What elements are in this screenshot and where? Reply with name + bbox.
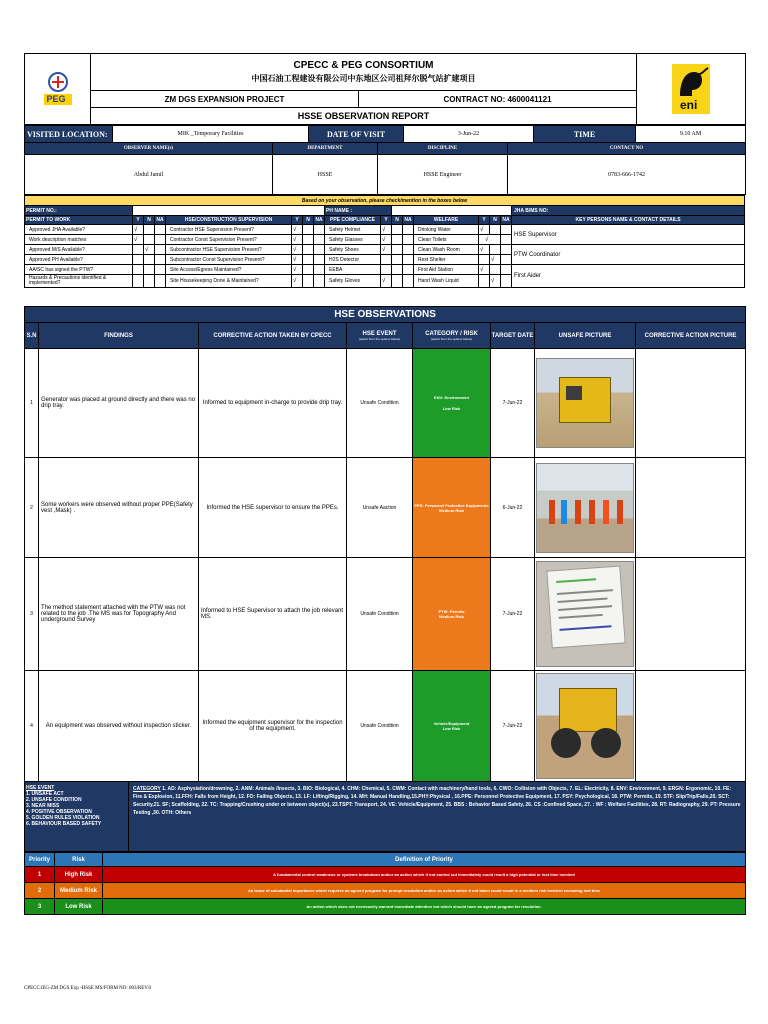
- corrective-action-text: Informed the equipment supervisor for the inspection of the equipment.: [199, 671, 347, 782]
- permit-item: Approved M/S Available?: [25, 245, 133, 255]
- welfare-check-y[interactable]: √: [479, 225, 490, 235]
- hse-item: Site Housekeeping Done & Maintained?: [166, 275, 292, 288]
- category-risk-cell: [413, 349, 491, 458]
- hse-check-n[interactable]: [303, 255, 314, 265]
- legend-item: 6. BEHAVIOUR BASED SAFETY: [26, 821, 102, 827]
- form-footer: CPECC1EG-ZM DGS Exp -HSSE MS/FORM NO: 003/REV.0: [24, 986, 152, 991]
- permit-rows: [25, 225, 745, 288]
- unsafe-picture: [535, 671, 636, 782]
- col-sn: S.N: [25, 323, 39, 349]
- corrective-action-text: Informed the HSE supervisor to ensure the PPEs.: [199, 458, 347, 558]
- col-y: Y: [381, 216, 392, 225]
- welfare-check-n[interactable]: [490, 245, 501, 255]
- col-na: NA: [315, 217, 323, 223]
- col-n: N: [490, 216, 501, 225]
- corrective-action-text: Informed to HSE Supervisor to attach the job relevant MS.: [199, 558, 347, 671]
- ppe-check-n[interactable]: [392, 275, 403, 288]
- permit-check-na[interactable]: [155, 245, 166, 255]
- hse-event-value: Unsafe Aaction: [347, 458, 413, 558]
- ppe-check-n[interactable]: [392, 265, 403, 275]
- priority-row: [25, 883, 746, 899]
- hse-check-n[interactable]: [303, 265, 314, 275]
- hse-check-n[interactable]: [303, 245, 314, 255]
- time-label: TIME: [534, 126, 636, 143]
- hse-check-na[interactable]: [314, 255, 325, 265]
- category-risk-cell: [413, 558, 491, 671]
- department-label: DEPARTMENT: [273, 143, 378, 155]
- observation-row: [25, 671, 746, 782]
- ppe-item: Safety Helmet: [325, 225, 381, 235]
- finding-text: The method statement attached with the PTW was not related to the job .The MS was for Topography And underground Survey: [39, 558, 199, 671]
- ppe-check-y[interactable]: √: [381, 275, 392, 288]
- hse-check-n[interactable]: [303, 275, 314, 288]
- category-risk-cell: [413, 458, 491, 558]
- eni-logo-icon: [672, 64, 710, 114]
- col-risk: Risk: [55, 853, 103, 867]
- hse-item: Subcontractor HSE Supervision Present?: [166, 245, 292, 255]
- ppe-check-y[interactable]: [381, 265, 392, 275]
- observer-name-label: OBSERVER NAME(s): [25, 143, 273, 155]
- report-title: HSSE OBSERVATION REPORT: [91, 108, 637, 125]
- hse-item: Contractor HSE Supervision Present?: [166, 225, 292, 235]
- col-corrective: CORRECTIVE ACTION TAKEN BY CPECC: [199, 323, 347, 349]
- target-date-value: 7-Jun-22: [491, 558, 535, 671]
- row-sn: 1: [25, 349, 39, 458]
- permit-no-label: PERMIT NO.:: [25, 206, 133, 216]
- workers-ppe-photo: [536, 463, 634, 553]
- peg-logo-icon: [38, 69, 78, 109]
- finding-text: Generator was placed at ground directly and there was no drip tray.: [39, 349, 199, 458]
- peg-logo-text: PEG: [46, 94, 66, 104]
- key-person: First Aider: [512, 265, 745, 288]
- ppe-check-na[interactable]: [403, 245, 414, 255]
- welfare-check-y[interactable]: [479, 255, 490, 265]
- welfare-check-na[interactable]: [501, 245, 512, 255]
- permit-to-work-header: PERMIT TO WORK: [25, 216, 133, 225]
- welfare-check-y[interactable]: √: [479, 265, 490, 275]
- hse-check-y[interactable]: √: [292, 255, 303, 265]
- hse-item: Subcontractor Const Supervision Present?: [166, 255, 292, 265]
- col-na: NA: [156, 217, 164, 223]
- row-sn: 4: [25, 671, 39, 782]
- ppe-check-na[interactable]: [403, 265, 414, 275]
- ppe-item: Safety Gloves: [325, 275, 381, 288]
- permit-check-n[interactable]: √: [144, 245, 155, 255]
- hse-check-y[interactable]: √: [292, 275, 303, 288]
- col-na: NA: [404, 217, 412, 223]
- peg-logo-cell: [25, 54, 91, 125]
- visited-location-value: MIK _Temporary Facilities: [113, 126, 309, 143]
- legend-title: HSE EVENT: [26, 785, 55, 791]
- legend-item: 3. NEAR MISS: [26, 803, 60, 809]
- permit-checklist: [24, 195, 745, 288]
- target-date-value: 6-Jun-22: [491, 458, 535, 558]
- category-value: PTW: Permits: [438, 609, 465, 614]
- permit-check-na[interactable]: [155, 255, 166, 265]
- risk-value: Medium Risk: [439, 614, 464, 619]
- key-persons-header: KEY PERSONS NAME & CONTACT DETAILS: [512, 216, 745, 225]
- welfare-item: Hand Wash Liquid: [414, 275, 479, 288]
- discipline-value: HSSE Engineer: [378, 155, 508, 195]
- consortium-title: CPECC & PEG CONSORTIUM: [293, 60, 434, 71]
- priority-row: [25, 899, 746, 915]
- hse-check-y[interactable]: √: [292, 225, 303, 235]
- eni-logo-cell: [637, 54, 746, 125]
- priority-number: 3: [25, 899, 55, 915]
- hse-event-legend: [25, 782, 129, 852]
- permit-item: Work description matches: [25, 235, 133, 245]
- legend-item: 2. UNSAFE CONDITION: [26, 797, 82, 803]
- col-corrective-picture: CORRECTIVE ACTION PICTURE: [636, 323, 746, 349]
- project-chinese-title: 中国石油工程建设有限公司中东地区公司祖拜尔脱气站扩建项目: [251, 74, 476, 83]
- permit-check-n[interactable]: [144, 275, 155, 288]
- col-unsafe-picture: UNSAFE PICTURE: [535, 323, 636, 349]
- observation-row: [25, 349, 746, 458]
- time-value: 9.10 AM: [636, 126, 746, 143]
- corrective-picture: [636, 671, 746, 782]
- unsafe-picture: [535, 558, 636, 671]
- legend-item: 5. GOLDEN RULES VIOLATION: [26, 815, 100, 821]
- hse-event-value: Unsafe Condition: [347, 349, 413, 458]
- corrective-picture: [636, 349, 746, 458]
- hse-construction-header: HSE/CONSTRUCTION SUPERVISION: [166, 216, 292, 225]
- ppe-compliance-header: PPE COMPLIANCE: [325, 216, 381, 225]
- report-header: [24, 53, 746, 125]
- observer-name-value: Abdul Jamil: [25, 155, 273, 195]
- discipline-label: DISCIPLINE: [378, 143, 508, 155]
- ppe-item: H2S Detector: [325, 255, 381, 265]
- row-sn: 3: [25, 558, 39, 671]
- ppe-check-na[interactable]: [403, 225, 414, 235]
- hse-check-y[interactable]: √: [292, 235, 303, 245]
- welfare-item: Clean Wash Room: [414, 245, 479, 255]
- welfare-check-y[interactable]: √: [479, 245, 490, 255]
- row-sn: 2: [25, 458, 39, 558]
- welfare-item: Clean Toilets: [414, 235, 479, 245]
- observation-row: [25, 458, 746, 558]
- corrective-picture: [636, 458, 746, 558]
- hse-check-y[interactable]: √: [292, 245, 303, 255]
- date-of-visit-value: 3-Jun-22: [404, 126, 534, 143]
- risk-value: Medium Risk: [439, 507, 464, 513]
- category-value: Vehicle/Equipment: [433, 721, 470, 726]
- col-y: Y: [133, 216, 144, 225]
- contact-value: 0783-666-1742: [508, 155, 746, 195]
- col-hse-event: [347, 323, 413, 349]
- unsafe-picture: [535, 349, 636, 458]
- corrective-picture: [636, 558, 746, 671]
- permit-item: AA/SC has signed the PTW?: [25, 265, 133, 275]
- permit-row: [25, 265, 745, 275]
- welfare-check-n[interactable]: [490, 265, 501, 275]
- priority-number: 1: [25, 867, 55, 883]
- ppe-check-y[interactable]: √: [381, 225, 392, 235]
- hse-event-header: HSE EVENT: [362, 330, 397, 337]
- hse-check-na[interactable]: [314, 235, 325, 245]
- hse-event-sub: (select from the options below): [359, 336, 400, 341]
- ppe-item: EEBA: [325, 265, 381, 275]
- priority-definition: An action which does not necessarily warrant immediate attention but which should have an agreed program for resolution.: [103, 899, 746, 915]
- finding-text: Some workers were observed without proper PPE(Safety vest ,Mask) .: [39, 458, 199, 558]
- priority-row: [25, 867, 746, 883]
- ppe-check-y[interactable]: [381, 255, 392, 265]
- permit-check-y[interactable]: [133, 245, 144, 255]
- finding-text: An equipment was observed without inspection sticker.: [39, 671, 199, 782]
- date-of-visit-label: DATE OF VISIT: [309, 126, 404, 143]
- welfare-check-na[interactable]: [501, 275, 512, 288]
- target-date-value: 7-Jun-22: [491, 671, 535, 782]
- welfare-check-y[interactable]: [479, 275, 490, 288]
- col-findings: FINDINGS: [39, 323, 199, 349]
- hse-check-na[interactable]: [314, 245, 325, 255]
- welfare-item: Rest Shelter: [414, 255, 479, 265]
- hse-check-n[interactable]: [303, 225, 314, 235]
- target-date-value: 7-Jun-22: [491, 349, 535, 458]
- ppe-check-n[interactable]: [392, 225, 403, 235]
- hse-check-na[interactable]: [314, 225, 325, 235]
- hse-check-na[interactable]: [314, 265, 325, 275]
- priority-table: [24, 852, 746, 915]
- hse-check-y[interactable]: √: [292, 265, 303, 275]
- permit-check-y[interactable]: √: [133, 235, 144, 245]
- welfare-check-na[interactable]: [501, 265, 512, 275]
- ph-name-value: [392, 206, 512, 216]
- unsafe-picture: [535, 458, 636, 558]
- hse-event-value: Unsafe Condition: [347, 671, 413, 782]
- hse-check-na[interactable]: [314, 275, 325, 288]
- ppe-check-y[interactable]: √: [381, 235, 392, 245]
- legend-item: 1. UNSAFE ACT: [26, 791, 64, 797]
- permit-item: Hazards & Precautions identified & implemented?: [25, 275, 133, 288]
- hse-item: Contractor Const Supervision Present?: [166, 235, 292, 245]
- priority-risk: Low Risk: [55, 899, 103, 915]
- permit-no-value: [133, 206, 325, 216]
- permit-check-n[interactable]: [144, 255, 155, 265]
- ppe-check-n[interactable]: [392, 255, 403, 265]
- welfare-item: Drinking Water: [414, 225, 479, 235]
- visited-location-label: VISITED LOCATION:: [25, 126, 113, 143]
- ppe-item: Safety Glasses: [325, 235, 381, 245]
- permit-check-na[interactable]: [155, 265, 166, 275]
- observations-title: HSE OBSERVATIONS: [25, 307, 746, 323]
- observer-details: [24, 142, 746, 195]
- ppe-check-n[interactable]: [392, 245, 403, 255]
- permit-check-na[interactable]: [155, 235, 166, 245]
- category-value: ENV: Environment: [434, 395, 469, 400]
- welfare-check-na[interactable]: [501, 235, 512, 245]
- generator-photo: [536, 358, 634, 448]
- welfare-check-n[interactable]: √: [490, 275, 501, 288]
- priority-definition: A fundamental control weakness or systems breakdown and/or an action which if not carried out immediately could result a high potential or lost time incident: [103, 867, 746, 883]
- risk-value: Low Risk: [442, 726, 461, 731]
- col-n: N: [303, 216, 314, 225]
- category-value: PPE: Personnel Protective Equipments: [414, 502, 489, 508]
- col-n: N: [392, 216, 403, 225]
- legend-item: 4. POSITIVE OBSERVATION: [26, 809, 92, 815]
- risk-value: Low Risk: [442, 406, 461, 411]
- priority-definition: An issue of substantial importance which requires an agreed program for prompt resolution and/or an action which if not taken could result in a medium risk incident excluding lost time: [103, 883, 746, 899]
- welfare-check-na[interactable]: [501, 225, 512, 235]
- title-cell: [91, 54, 637, 91]
- permit-check-n[interactable]: [144, 265, 155, 275]
- hse-event-value: Unsafe Condition: [347, 558, 413, 671]
- department-value: HSSE: [273, 155, 378, 195]
- equipment-photo: [536, 673, 634, 779]
- welfare-check-na[interactable]: [501, 255, 512, 265]
- priority-risk: High Risk: [55, 867, 103, 883]
- key-person: PTW Coordinator: [512, 245, 745, 265]
- permit-row: [25, 245, 745, 255]
- contact-label: CONTACT NO: [508, 143, 746, 155]
- permit-row: [25, 225, 745, 235]
- priority-risk: Medium Risk: [55, 883, 103, 899]
- welfare-header: WELFARE: [414, 216, 479, 225]
- corrective-action-text: Informed to equipment in-charge to provide drip tray.: [199, 349, 347, 458]
- ppe-item: Safety Shoes: [325, 245, 381, 255]
- permit-check-n[interactable]: [144, 225, 155, 235]
- observations-table: [24, 306, 746, 782]
- ph-name-label: PH NAME :: [325, 206, 392, 216]
- welfare-check-n[interactable]: √: [490, 255, 501, 265]
- col-y: Y: [292, 216, 303, 225]
- col-target-date: TARGET DATE: [491, 323, 535, 349]
- permit-item: Approved PH Available?: [25, 255, 133, 265]
- category-header: CATEGORY / RISK: [425, 330, 478, 337]
- project-name: ZM DGS EXPANSION PROJECT: [91, 91, 359, 108]
- col-definition: Definition of Priority: [103, 853, 746, 867]
- instruction-text: Based on your observation, please check/mention in the boxes below: [25, 196, 745, 206]
- permit-check-y[interactable]: √: [133, 225, 144, 235]
- method-statement-photo: [536, 561, 634, 667]
- ppe-check-na[interactable]: [403, 235, 414, 245]
- legend-table: [24, 781, 746, 852]
- observation-row: [25, 558, 746, 671]
- permit-check-y[interactable]: [133, 255, 144, 265]
- visit-details: [24, 125, 746, 143]
- col-n: N: [144, 216, 155, 225]
- hse-check-n[interactable]: [303, 235, 314, 245]
- key-person: HSE Supervisor: [512, 225, 745, 245]
- category-sub: (select from the options below): [431, 336, 472, 341]
- ppe-check-y[interactable]: √: [381, 245, 392, 255]
- priority-number: 2: [25, 883, 55, 899]
- permit-check-n[interactable]: [144, 235, 155, 245]
- jha-label: JHA B/MS NO:: [512, 206, 745, 216]
- eni-logo-text: eni: [680, 98, 698, 112]
- ppe-check-n[interactable]: [392, 235, 403, 245]
- contract-number: CONTRACT NO: 4600041121: [359, 91, 637, 108]
- col-y: Y: [479, 216, 490, 225]
- welfare-item: First Aid Station: [414, 265, 479, 275]
- hse-item: Site Access/Egress Maintained?: [166, 265, 292, 275]
- permit-check-y[interactable]: [133, 265, 144, 275]
- permit-check-y[interactable]: [133, 275, 144, 288]
- col-category: [413, 323, 491, 349]
- welfare-check-n[interactable]: √: [479, 235, 501, 245]
- col-na: NA: [502, 217, 510, 223]
- ppe-check-na[interactable]: [403, 255, 414, 265]
- ppe-check-na[interactable]: [403, 275, 414, 288]
- category-legend-label: CATEGORY: [133, 786, 161, 792]
- category-legend-text: 1. AD: Asphysiation/drowning, 2. ANM: Animals /Insects, 3. BIO: Biological, 4. CHM: Chemical, 5. CWM: Contact with machinery/hand tools, 6. CWO: Collision with Objects, 7. EL: Electricity, 8. ENV: Environment, 9. ERGN: Ergonomic, 10. FE: Fire & Explosion, 11.FFH: Falls from Height, 12. FO: Falling Objects, 13. LF: Lifting/Rigging, 14. MH: Manual Handling,15.PHY:Physical , 16.PPE: Personnel Protective Equipment, 17. PSY: Psychological, 18. PTW: Permits, 19. STF: Slip/Trip/Falls,20. SCT: Security,21. SF; Scaffolding, 22. TC: Trapping/Crushing under or between object(s), 23.TSPT: Transport, 24. VE: Vehicle/Equipment, 25. BBS : Behavior Based Safety, 26. CS :Confined Space, 27. : WF : Welfare Facilities, 28. RT: Radiography, 29. PT: Pressure Testing ,30. OTH: Others: [133, 786, 741, 816]
- permit-check-na[interactable]: [155, 225, 166, 235]
- permit-item: Approved JHA Available?: [25, 225, 133, 235]
- category-risk-cell: [413, 671, 491, 782]
- category-legend: [129, 782, 746, 852]
- welfare-check-n[interactable]: [490, 225, 501, 235]
- col-priority: Priority: [25, 853, 55, 867]
- permit-check-na[interactable]: [155, 275, 166, 288]
